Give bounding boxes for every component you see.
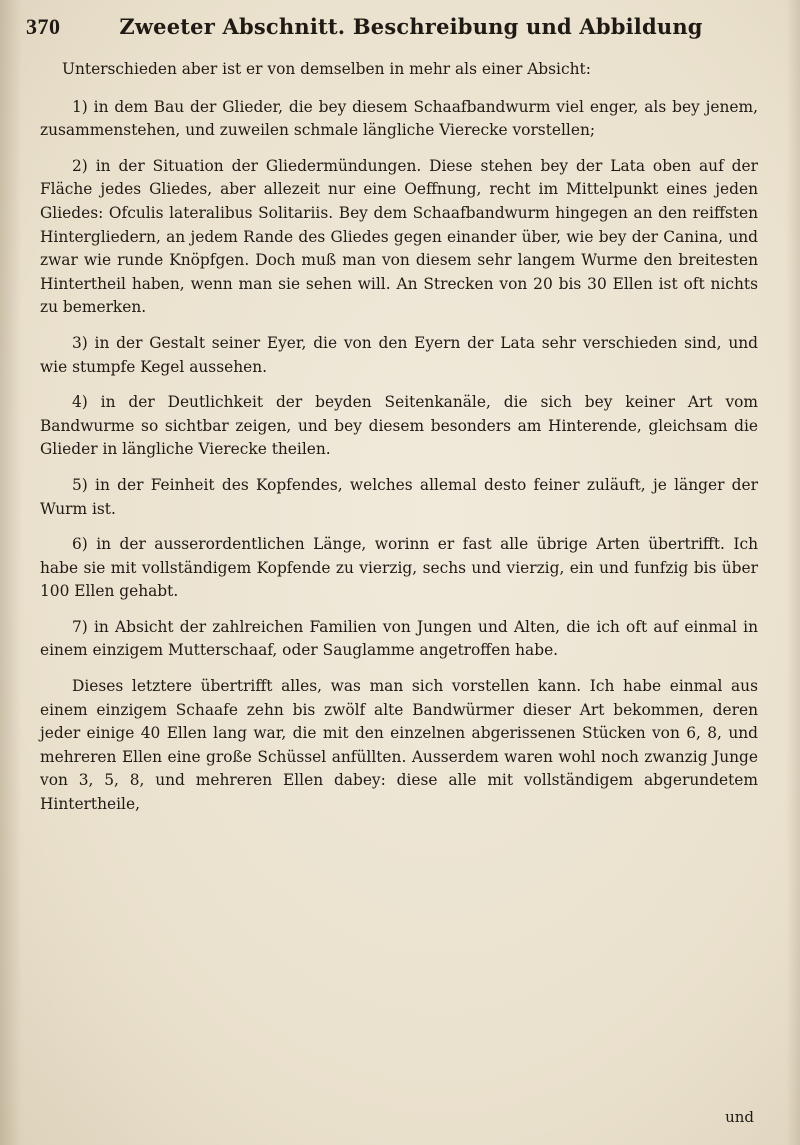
point-1-paragraph: 1) in dem Bau der Glieder, die bey diesem Schaafbandwurm viel enger, als bey jenem, zusammenstehen, und zuweilen schmale längliche Vierecke vorstellen; [40, 97, 758, 140]
binding-shadow [0, 0, 22, 1145]
page-edge-shadow [786, 0, 800, 1145]
page-header [26, 14, 770, 40]
intro-paragraph: Unterschieden aber ist er von demselben in mehr als einer Absicht: [62, 60, 591, 78]
point-6-paragraph: 6) in der ausserordentlichen Länge, worinn er fast alle übrige Arten übertrifft. Ich habe sie mit vollständigem Kopfende zu vierzig, sechs und vierzig, ein und funfzig bis über 100 Ellen gehabt. [40, 535, 758, 601]
point-4-paragraph: 4) in der Deutlichkeit der beyden Seitenkanäle, die sich bey keiner Art vom Bandwurme so sichtbar zeigen, und bey diesem besonders am Hinterende, gleichsam die Glieder in längliche Vierecke theilen. [40, 393, 758, 459]
point-2-paragraph: 2) in der Situation der Gliedermündungen. Diese stehen bey der Lata oben auf der Fläche jedes Gliedes, aber allezeit nur eine Oeffnung, recht im Mittelpunkt eines jeden Gliedes: Ofculis lateralibus Solitariis. Bey dem Schaafbandwurm hingegen an den reiffsten Hintergliedern, an jedem Rande des Gliedes gegen einander über, wie bey der Canina, und zwar wie runde Knöpfgen. Doch muß man von diesem sehr langem Wurme den breitesten Hintertheil haben, wenn man sie sehen will. An Strecken von 20 bis 30 Ellen ist oft nichts zu bemerken. [40, 156, 758, 317]
running-head: Zweeter Abschnitt. Beschreibung und Abbildung [119, 14, 703, 39]
point-5-paragraph: 5) in der Feinheit des Kopfendes, welches allemal desto feiner zuläuft, je länger der Wurm ist. [40, 475, 758, 518]
point-3-paragraph: 3) in der Gestalt seiner Eyer, die von den Eyern der Lata sehr verschieden sind, und wie stumpfe Kegel aussehen. [40, 333, 758, 376]
body-text [40, 58, 758, 829]
point-7-paragraph: 7) in Absicht der zahlreichen Familien von Jungen und Alten, die ich oft auf einmal in einem einzigem Mutterschaaf, oder Sauglamme angetroffen habe. [40, 617, 758, 660]
catchword: und [725, 1108, 754, 1126]
closing-paragraph: Dieses letztere übertrifft alles, was man sich vorstellen kann. Ich habe einmal aus einem einzigem Schaafe zehn bis zwölf alte Bandwürmer dieser Art bekommen, deren jeder einige 40 Ellen lang war, die mit den einzelnen abgerissenen Stücken von 6, 8, und mehreren Ellen eine große Schüssel anfüllten. Ausserdem waren wohl noch zwanzig Junge von 3, 5, 8, und mehreren Ellen dabey: diese alle mit vollständigem abgerundetem Hintertheile, [40, 677, 758, 814]
page-number: 370 [26, 14, 61, 39]
